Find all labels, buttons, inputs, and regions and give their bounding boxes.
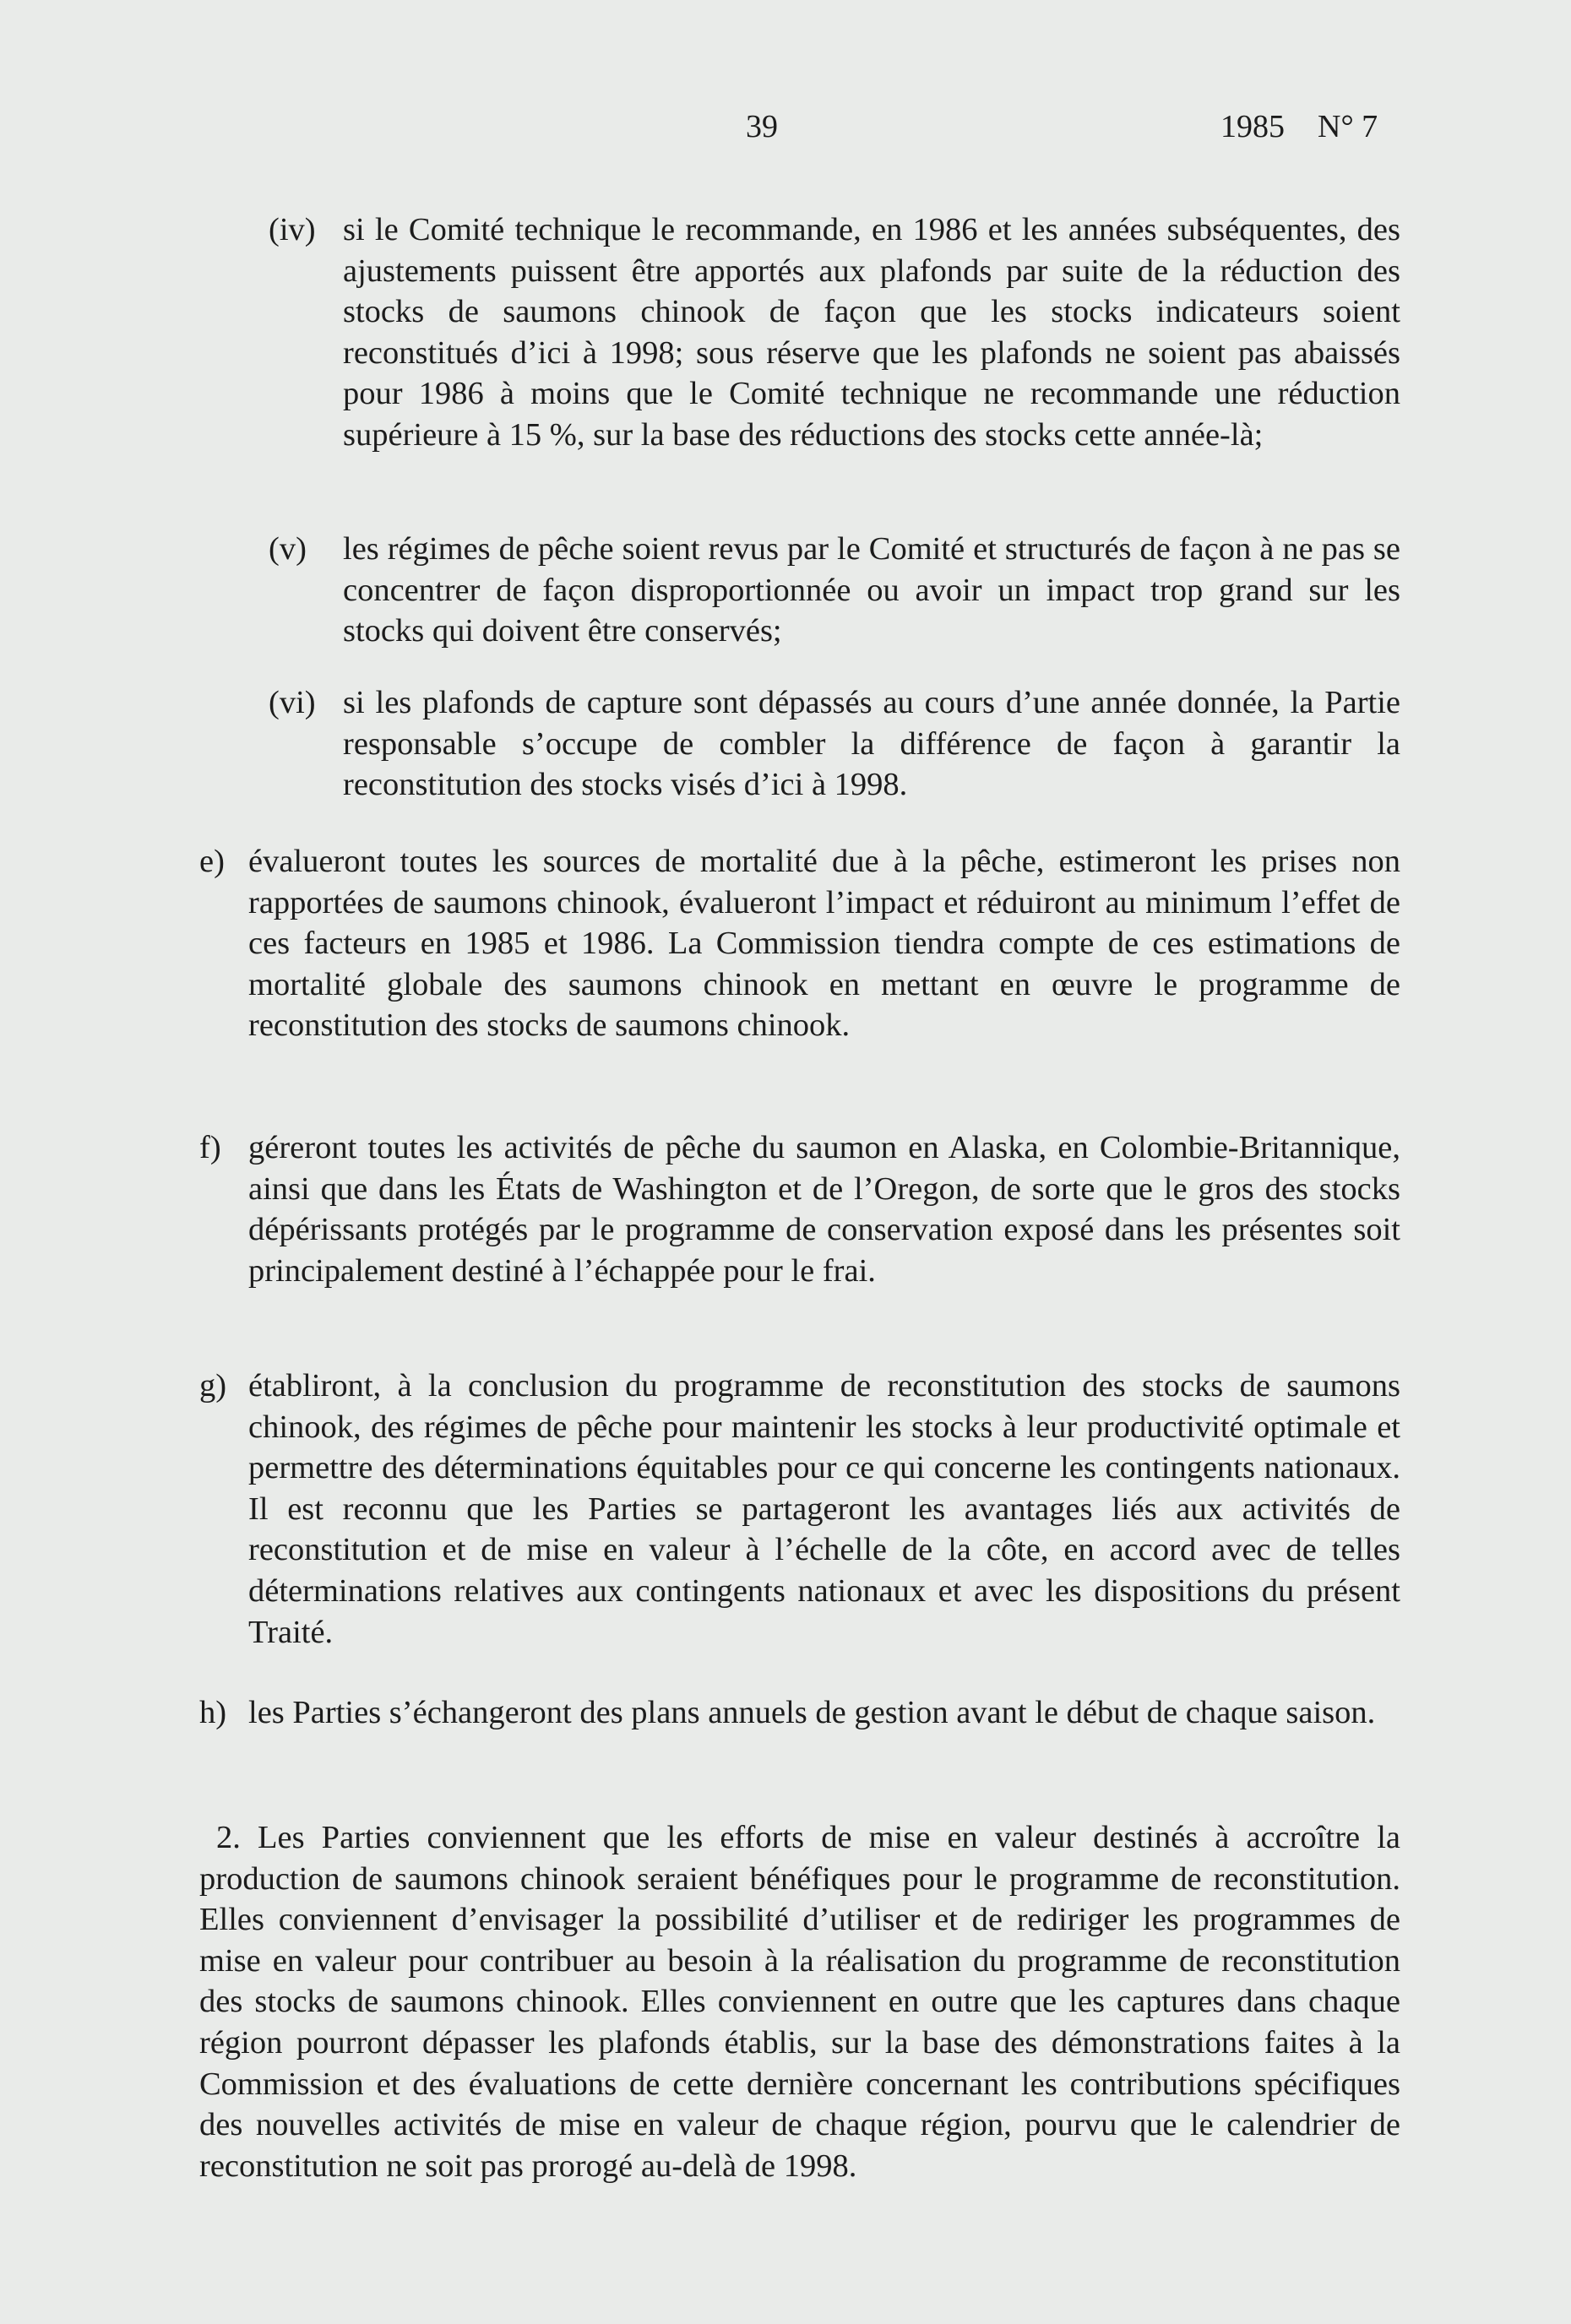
- page-number: 39: [746, 109, 778, 144]
- letter-item-text: les Parties s’échangeront des plans annuels de gestion avant le début de chaque saison.: [248, 1695, 1376, 1730]
- letter-item-label: h): [199, 1695, 227, 1730]
- letter-item-label: f): [199, 1130, 221, 1165]
- document-number: N° 7: [1318, 109, 1378, 144]
- sub-item-text: les régimes de pêche soient revus par le Comité et structurés de façon à ne pas se concentrer de façon disproportionnée ou avoir un impact trop grand sur les stocks qui doivent être conservés;: [343, 531, 1400, 649]
- paragraph-2: 2. Les Parties conviennent que les efforts de mise en valeur destinés à accroître la production de saumons chinook seraient bénéfiques pour le programme de reconstitution. Elles conviennent d’envisager la possibilité d’utiliser et de rediriger les programmes de mise en valeur pour contribuer au besoin à la réalisation du programme de reconstitution des stocks de saumons chinook. Elles conviennent en outre que les captures dans chaque région pourront dépasser les plafonds établis, sur la base des démonstrations faites à la Commission et des évaluations de cette dernière concernant les contributions spécifiques des nouvelles activités de mise en valeur de chaque région, pourvu que le calendrier de reconstitution ne soit pas prorogé au-delà de 1998.: [199, 1820, 1400, 2184]
- sub-item-text: si les plafonds de capture sont dépassés au cours d’une année donnée, la Partie responsable s’occupe de combler la différence de façon à garantir la reconstitution des stocks visés d’ici à 1998.: [343, 685, 1400, 803]
- letter-item-text: établiront, à la conclusion du programme de reconstitution des stocks de saumons chinook, des régimes de pêche pour maintenir les stocks à leur productivité optimale et permettre des déterminations équitables pour ce qui concerne les contingents nationaux. Il est reconnu que les Parties se partageront les avantages liés aux activités de reconstitution et de mise en valeur à l’échelle de la côte, en accord avec de telles déterminations relatives aux contingents nationaux et avec les dispositions du présent Traité.: [248, 1368, 1400, 1650]
- document-year: 1985: [1220, 109, 1285, 144]
- sub-item-label: (iv): [269, 212, 316, 247]
- sub-item-label: (v): [269, 531, 307, 567]
- letter-item-text: géreront toutes les activités de pêche du saumon en Alaska, en Colombie-Britannique, ainsi que dans les États de Washington et de l’Oregon, de sorte que le gros des stocks dépérissants protégés par le programme de conservation exposé dans les présentes soit principalement destiné à l’échappée pour le frai.: [248, 1130, 1400, 1289]
- sub-item-label: (vi): [269, 685, 316, 720]
- letter-item-label: g): [199, 1368, 227, 1404]
- letter-item-label: e): [199, 844, 225, 879]
- sub-item-text: si le Comité technique le recommande, en 1986 et les années subséquentes, des ajustements puissent être apportés aux plafonds par suite de la réduction des stocks de saumons chinook de façon que les stocks indicateurs soient reconstitués d’ici à 1998; sous réserve que les plafonds ne soient pas abaissés pour 1986 à moins que le Comité technique ne recommande une réduction supérieure à 15 %, sur la base des réductions des stocks cette année-là;: [343, 212, 1400, 453]
- letter-item-text: évalueront toutes les sources de mortalité due à la pêche, estimeront les prises non rapportées de saumons chinook, évalueront l’impact et réduiront au minimum l’effet de ces facteurs en 1985 et 1986. La Commission tiendra compte de ces estimations de mortalité globale des saumons chinook en mettant en œuvre le programme de reconstitution des stocks de saumons chinook.: [248, 844, 1400, 1044]
